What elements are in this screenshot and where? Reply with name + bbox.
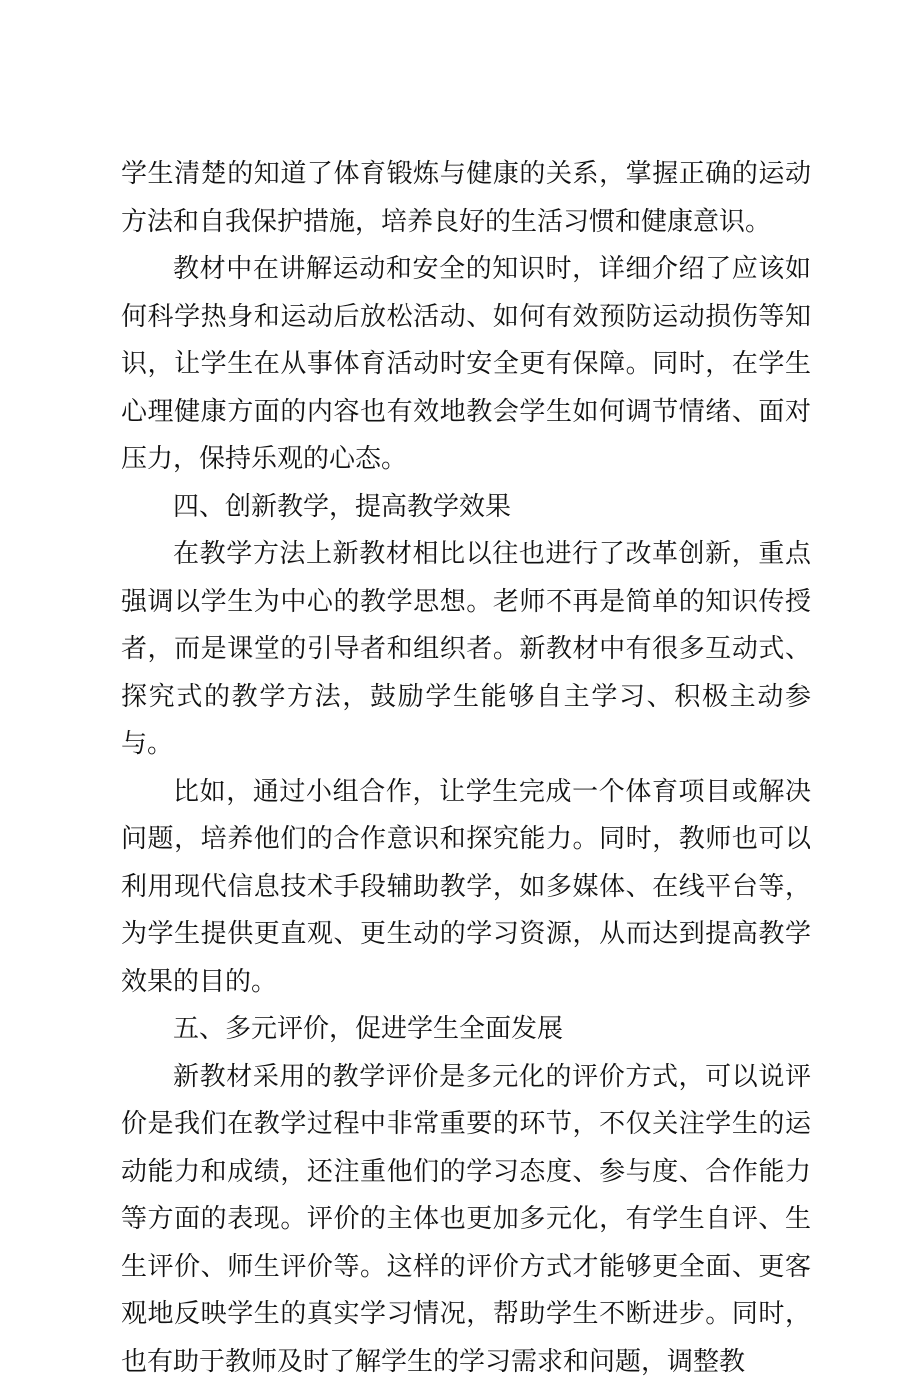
section-heading-innovative-teaching: 四、创新教学，提高教学效果 xyxy=(121,484,811,532)
paragraph-evaluation-methods: 新教材采用的教学评价是多元化的评价方式，可以说评价是我们在教学过程中非常重要的环节，不仅关注学生的运动能力和成绩，还注重他们的学习态度、参与度、合作能力等方面的表现。评价的主体也更加多元化，有学生自评、生生评价、师生评价等。这样的评价方式才能够更全面、更客观地反映学生的真实学习情况，帮助学生不断进步。同时，也有助于教师及时了解学生的学习需求和问题，调整教 xyxy=(121,1054,811,1386)
document-body xyxy=(121,151,811,1386)
section-heading-diverse-evaluation: 五、多元评价，促进学生全面发展 xyxy=(121,1006,811,1054)
paragraph-teaching-methods: 在教学方法上新教材相比以往也进行了改革创新，重点强调以学生为中心的教学思想。老师不再是简单的知识传授者，而是课堂的引导者和组织者。新教材中有很多互动式、探究式的教学方法，鼓励学生能够自主学习、积极主动参与。 xyxy=(121,531,811,769)
paragraph-exercise-safety: 教材中在讲解运动和安全的知识时，详细介绍了应该如何科学热身和运动后放松活动、如何有效预防运动损伤等知识，让学生在从事体育活动时安全更有保障。同时，在学生心理健康方面的内容也有效地教会学生如何调节情绪、面对压力，保持乐观的心态。 xyxy=(121,246,811,484)
paragraph-continuation: 学生清楚的知道了体育锻炼与健康的关系，掌握正确的运动方法和自我保护措施，培养良好的生活习惯和健康意识。 xyxy=(121,151,811,246)
paragraph-group-cooperation: 比如，通过小组合作，让学生完成一个体育项目或解决问题，培养他们的合作意识和探究能力。同时，教师也可以利用现代信息技术手段辅助教学，如多媒体、在线平台等，为学生提供更直观、更生动的学习资源，从而达到提高教学效果的目的。 xyxy=(121,769,811,1007)
